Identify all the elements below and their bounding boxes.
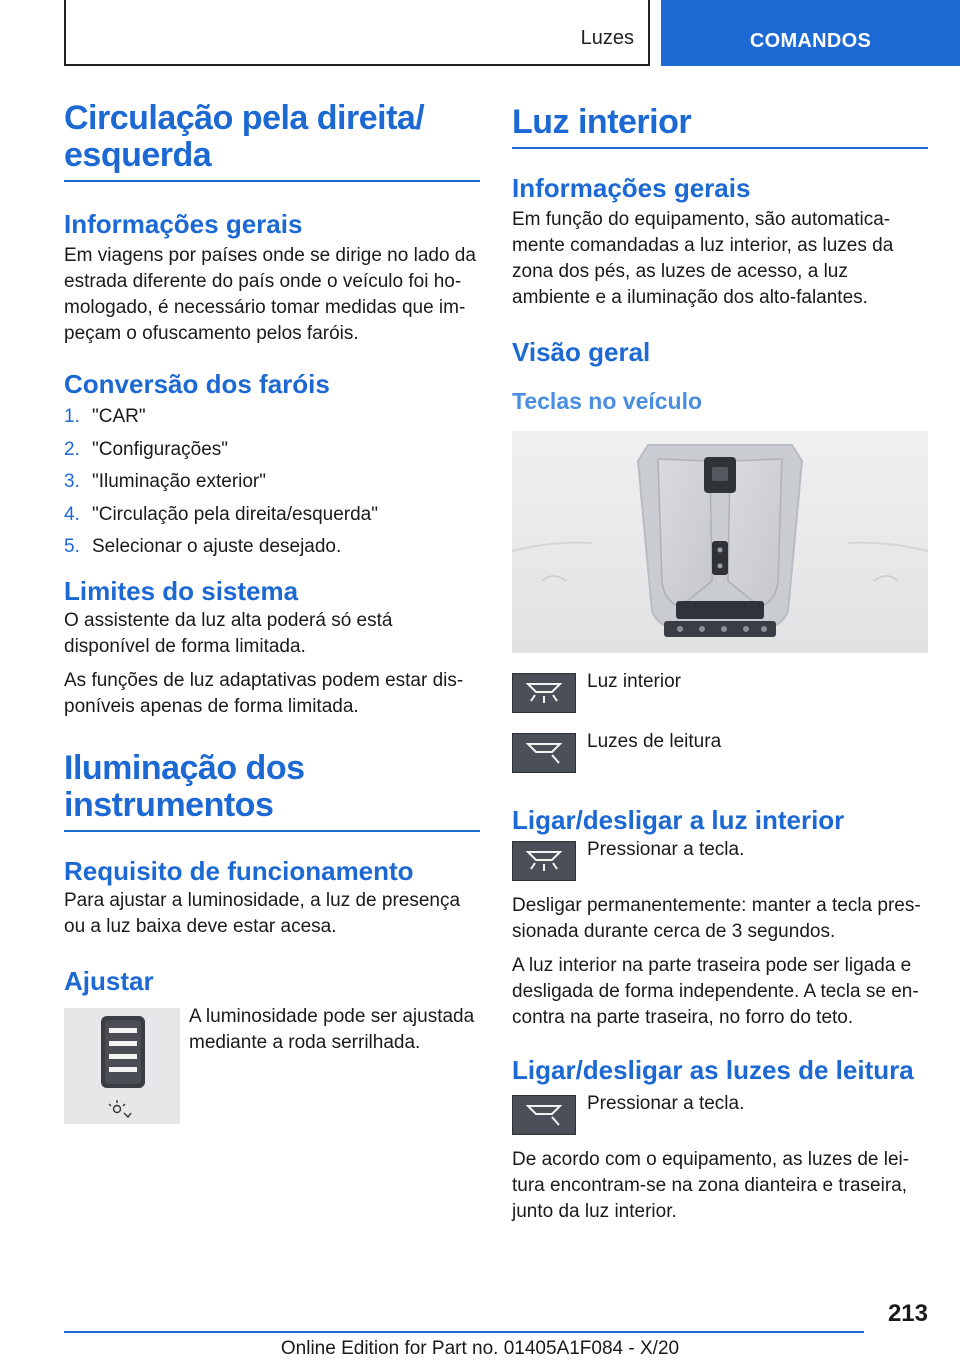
heading-reading-on-off: Ligar/desligar as luzes de leitura	[512, 1055, 914, 1085]
page-number: 213	[887, 1300, 928, 1327]
interior-light-key	[512, 673, 576, 713]
dimmer-wheel-image	[64, 1008, 180, 1124]
header-chapter-title: COMANDOS	[749, 30, 872, 52]
dimmer-wheel-icon	[64, 1008, 180, 1124]
footer-edition: Online Edition for Part no. 01405A1F084 - X/20	[280, 1338, 680, 1359]
overhead-console-image	[512, 431, 928, 653]
heading-traffic-side: Circulação pela direita/ esquerda	[64, 100, 480, 182]
key-row-interior	[512, 673, 928, 713]
heading-interior-on-off: Ligar/desligar a luz interior	[512, 805, 845, 835]
onoff-text-2: A luz interior na parte traseira pode ser ligada e desligada de forma independente. A tecla se en- contra na parte traseira, no forro do teto.	[512, 955, 919, 1028]
list-item: 1. "CAR"	[64, 406, 146, 427]
onoff-text-1: Desligar permanentemente: manter a tecla pres- sionada durante cerca de 3 segundos.	[512, 895, 921, 942]
reading-light-icon	[522, 1102, 566, 1128]
right-column	[512, 100, 928, 1225]
footer-divider	[64, 1331, 864, 1333]
header-chapter-tab	[661, 0, 960, 66]
left-column	[64, 100, 480, 1124]
heading-requirement: Requisito de funcionamento	[64, 856, 414, 886]
reading-text: De acordo com o equipamento, as luzes de lei- tura encontram-se na zona dianteira e traseira, junto da luz interior.	[512, 1149, 910, 1222]
limits-text-2: As funções de luz adaptativas podem estar dis- poníveis apenas de forma limitada.	[64, 670, 464, 717]
interior-light-key	[512, 841, 576, 881]
adjust-row	[64, 1008, 480, 1124]
interior-light-key-label: Luz interior	[587, 671, 681, 692]
heading-general-info: Informações gerais	[64, 209, 303, 239]
heading-vehicle-keys: Teclas no veículo	[512, 388, 703, 414]
requirement-text: Para ajustar a luminosidade, a luz de presença ou a luz baixa deve estar acesa.	[64, 890, 461, 937]
conversion-steps	[64, 404, 480, 560]
list-item: 5. Selecionar o ajuste desejado.	[64, 536, 342, 557]
adjust-text: A luminosidade pode ser ajustada mediante a roda serrilhada.	[189, 1006, 475, 1053]
general-info-text: Em viagens por países onde se dirige no lado da estrada diferente do país onde o veículo foi ho- mologado, é necessário tomar medidas que im- peçam o ofuscamento pelos faróis.	[64, 245, 476, 344]
limits-text-1: O assistente da luz alta poderá só está disponível de forma limitada.	[64, 610, 393, 657]
interior-light-icon	[522, 680, 566, 706]
heading-overview: Visão geral	[512, 337, 651, 367]
reading-light-key	[512, 1095, 576, 1135]
overhead-console-illustration	[512, 431, 928, 653]
interior-general-text: Em função do equipamento, são automatica- mente comandadas a luz interior, as luzes da zona dos pés, as luzes de acesso, a luz ambiente e a iluminação dos alto-falantes.	[512, 209, 894, 308]
header-section-box	[64, 0, 650, 66]
header-section-title: Luzes	[580, 27, 634, 49]
heading-headlight-conversion: Conversão dos faróis	[64, 369, 330, 399]
heading-interior-light: Luz interior	[512, 100, 928, 149]
key-row-press-interior	[512, 841, 928, 881]
heading-system-limits: Limites do sistema	[64, 576, 299, 606]
key-row-reading	[512, 733, 928, 773]
heading-instrument-lighting: Iluminação dos instrumentos	[64, 750, 480, 832]
reading-light-key-label: Luzes de leitura	[587, 731, 722, 752]
heading-general-info-interior: Informações gerais	[512, 173, 751, 203]
reading-light-icon	[522, 740, 566, 766]
list-item: 3. "Iluminação exterior"	[64, 471, 267, 492]
heading-adjust: Ajustar	[64, 966, 154, 996]
reading-light-key	[512, 733, 576, 773]
press-key-text: Pressionar a tecla.	[587, 1093, 745, 1114]
list-item: 4. "Circulação pela direita/esquerda"	[64, 503, 378, 525]
press-key-text: Pressionar a tecla.	[587, 839, 745, 860]
interior-light-icon	[522, 848, 566, 874]
list-item: 2. "Configurações"	[64, 438, 229, 460]
key-row-press-reading	[512, 1095, 928, 1135]
